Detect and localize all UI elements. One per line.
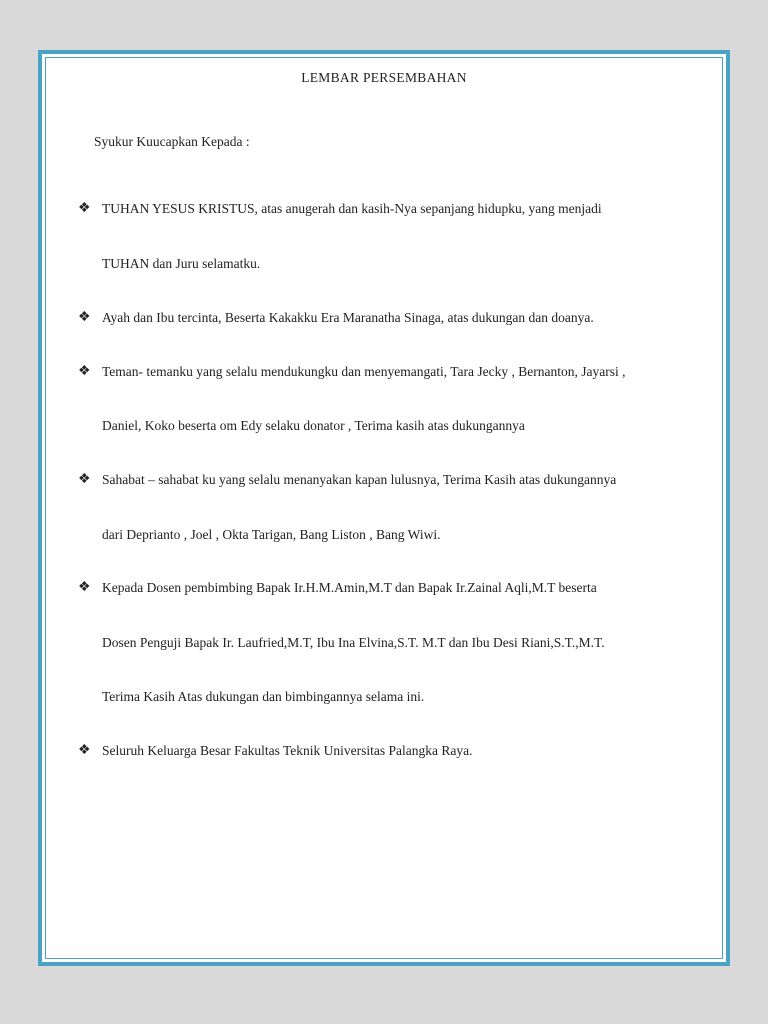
- document-page: [38, 50, 730, 966]
- dedication-line: Dosen Penguji Bapak Ir. Laufried,M.T, Ibu Ina Elvina,S.T. M.T dan Ibu Desi Riani,S.T.,M.T.: [102, 635, 605, 650]
- dedication-line: Daniel, Koko beserta om Edy selaku donator , Terima kasih atas dukungannya: [102, 418, 525, 433]
- page-title: LEMBAR PERSEMBAHAN: [301, 70, 467, 85]
- dedication-line: Seluruh Keluarga Besar Fakultas Teknik Universitas Palangka Raya.: [102, 743, 473, 758]
- diamond-bullet-icon: ❖: [78, 472, 91, 487]
- dedication-line: TUHAN dan Juru selamatku.: [102, 256, 261, 271]
- dedication-line: Sahabat – sahabat ku yang selalu menanyakan kapan lulusnya, Terima Kasih atas dukungannya: [102, 472, 617, 487]
- dedication-line: Ayah dan Ibu tercinta, Beserta Kakakku Era Maranatha Sinaga, atas dukungan dan doanya.: [102, 310, 594, 325]
- diamond-bullet-icon: ❖: [78, 201, 91, 216]
- diamond-bullet-icon: ❖: [78, 743, 91, 758]
- intro-text: Syukur Kuucapkan Kepada :: [94, 134, 250, 149]
- dedication-line: TUHAN YESUS KRISTUS, atas anugerah dan kasih-Nya sepanjang hidupku, yang menjadi: [102, 201, 602, 216]
- page-inner-border: [45, 57, 723, 959]
- dedication-line: Teman- temanku yang selalu mendukungku dan menyemangati, Tara Jecky , Bernanton, Jayarsi ,: [102, 364, 626, 379]
- dedication-line: Kepada Dosen pembimbing Bapak Ir.H.M.Amin,M.T dan Bapak Ir.Zainal Aqli,M.T beserta: [102, 580, 597, 595]
- diamond-bullet-icon: ❖: [78, 364, 91, 379]
- dedication-line: Terima Kasih Atas dukungan dan bimbingannya selama ini.: [102, 689, 425, 704]
- diamond-bullet-icon: ❖: [78, 580, 91, 595]
- diamond-bullet-icon: ❖: [78, 310, 91, 325]
- dedication-line: dari Deprianto , Joel , Okta Tarigan, Bang Liston , Bang Wiwi.: [102, 527, 441, 542]
